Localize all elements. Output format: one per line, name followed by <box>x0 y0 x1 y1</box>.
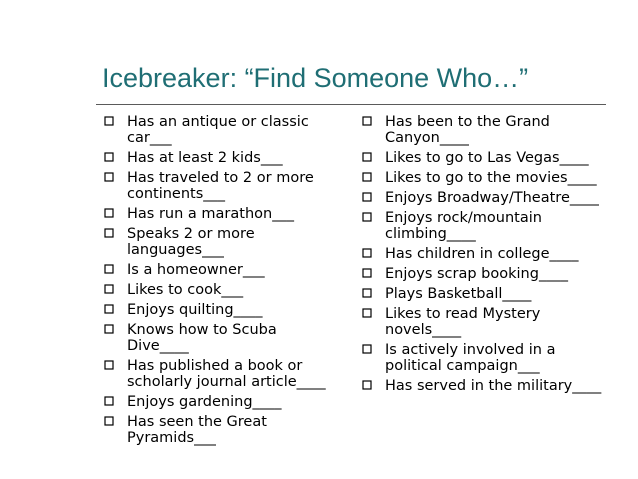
item-text: Enjoys rock/mountain climbing____ <box>385 210 542 242</box>
square-bullet-icon <box>104 262 115 276</box>
list-item <box>360 266 610 282</box>
list-item <box>360 150 610 166</box>
square-bullet-icon <box>104 394 115 408</box>
square-bullet-icon <box>104 282 115 296</box>
square-bullet-icon <box>104 302 115 316</box>
list-item <box>360 210 610 242</box>
list-item <box>102 150 342 166</box>
square-bullet-icon <box>362 342 373 356</box>
item-text: Has traveled to 2 or more continents___ <box>127 170 314 202</box>
left-bullet-list <box>102 114 342 450</box>
square-bullet-icon <box>362 306 373 320</box>
square-bullet-icon <box>104 114 115 128</box>
square-bullet-icon <box>362 246 373 260</box>
item-text: Has children in college____ <box>385 246 579 262</box>
item-text: Has run a marathon___ <box>127 206 294 222</box>
square-bullet-icon <box>104 414 115 428</box>
list-item <box>360 342 610 374</box>
square-bullet-icon <box>104 322 115 336</box>
item-text: Likes to read Mystery novels____ <box>385 306 541 338</box>
square-bullet-icon <box>362 266 373 280</box>
square-bullet-icon <box>362 114 373 128</box>
square-bullet-icon <box>104 358 115 372</box>
item-text: Has at least 2 kids___ <box>127 150 283 166</box>
item-text: Enjoys Broadway/Theatre____ <box>385 190 599 206</box>
list-item <box>102 114 342 146</box>
square-bullet-icon <box>362 286 373 300</box>
item-text: Is actively involved in a political campaign___ <box>385 342 556 374</box>
list-item <box>360 114 610 146</box>
item-text: Likes to go to Las Vegas____ <box>385 150 589 166</box>
square-bullet-icon <box>104 170 115 184</box>
item-text: Has served in the military____ <box>385 378 602 394</box>
item-text: Likes to go to the movies____ <box>385 170 597 186</box>
item-text: Has published a book or scholarly journal article____ <box>127 358 326 390</box>
square-bullet-icon <box>104 150 115 164</box>
item-text: Is a homeowner___ <box>127 262 265 278</box>
list-item <box>102 414 342 446</box>
square-bullet-icon <box>104 206 115 220</box>
item-text: Knows how to Scuba Dive____ <box>127 322 277 354</box>
square-bullet-icon <box>362 150 373 164</box>
list-item <box>102 226 342 258</box>
item-text: Enjoys quilting____ <box>127 302 263 318</box>
item-text: Likes to cook___ <box>127 282 244 298</box>
list-item <box>360 286 610 302</box>
item-text: Plays Basketball____ <box>385 286 532 302</box>
list-item <box>360 246 610 262</box>
list-item <box>102 394 342 410</box>
title-divider <box>96 104 606 105</box>
item-text: Has seen the Great Pyramids___ <box>127 414 267 446</box>
square-bullet-icon <box>104 226 115 240</box>
right-bullet-list <box>360 114 610 398</box>
slide-title: Icebreaker: “Find Someone Who…” <box>102 63 529 93</box>
square-bullet-icon <box>362 170 373 184</box>
list-item <box>102 358 342 390</box>
list-item <box>360 378 610 394</box>
list-item <box>360 190 610 206</box>
list-item <box>102 282 342 298</box>
list-item <box>102 322 342 354</box>
square-bullet-icon <box>362 190 373 204</box>
item-text: Enjoys scrap booking____ <box>385 266 568 282</box>
list-item <box>102 302 342 318</box>
item-text: Speaks 2 or more languages___ <box>127 226 255 258</box>
list-item <box>360 170 610 186</box>
list-item <box>102 206 342 222</box>
item-text: Has been to the Grand Canyon____ <box>385 114 550 146</box>
list-item <box>102 262 342 278</box>
item-text: Has an antique or classic car___ <box>127 114 309 146</box>
square-bullet-icon <box>362 378 373 392</box>
list-item <box>102 170 342 202</box>
square-bullet-icon <box>362 210 373 224</box>
list-item <box>360 306 610 338</box>
item-text: Enjoys gardening____ <box>127 394 282 410</box>
